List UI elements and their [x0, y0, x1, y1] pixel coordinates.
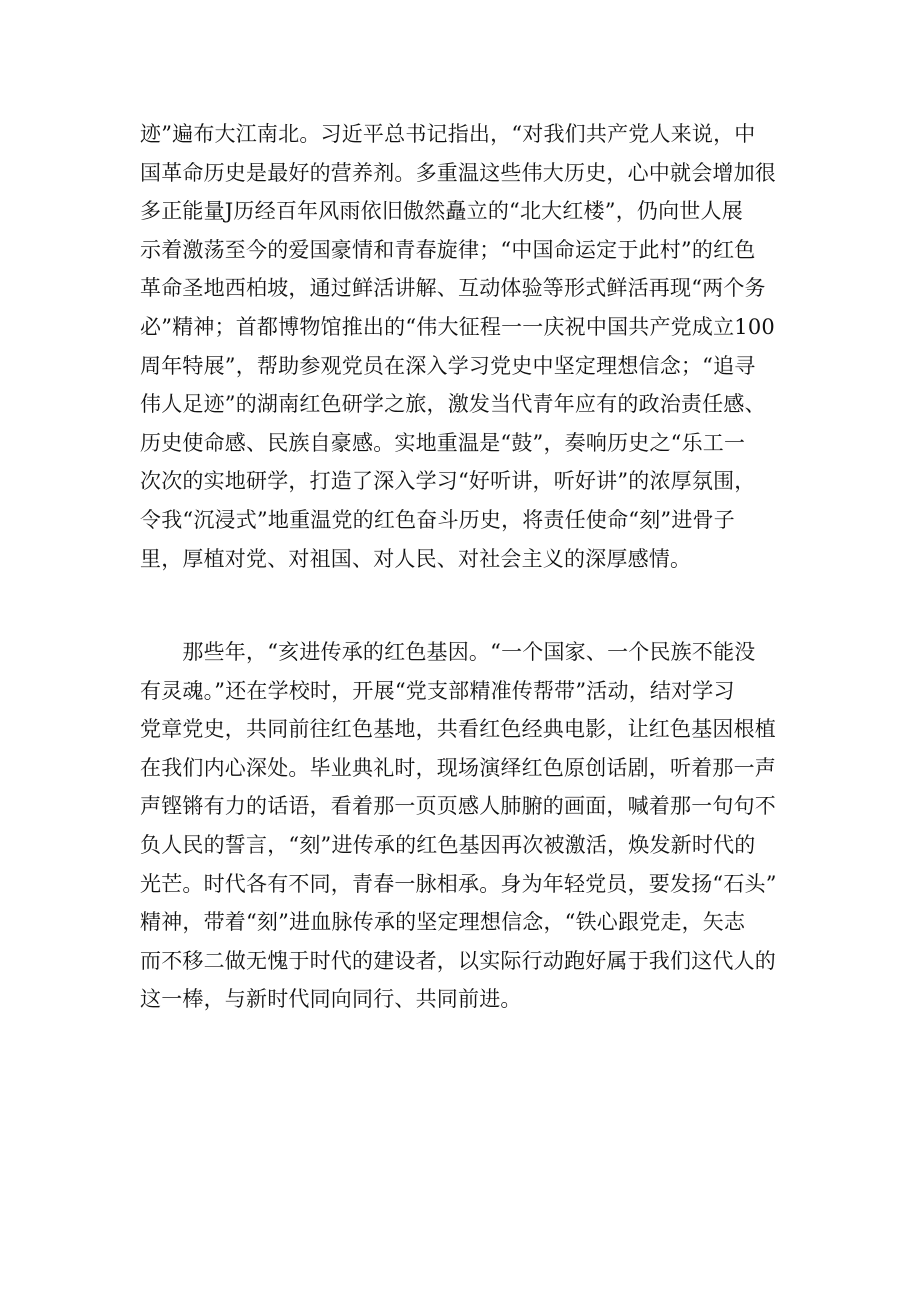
text-line: 声铿锵有力的话语，看着那一页页感人肺腑的画面，喊着那一句句不 [140, 794, 776, 819]
text-line: 周年特展”，帮助参观党员在深入学习党史中坚定理想信念；“追寻 [140, 353, 756, 378]
text-line: 在我们内心深处。毕业典礼时，现场演绎红色原创话剧，听着那一声 [140, 755, 776, 780]
text-line: 国革命历史是最好的营养剂。多重温这些伟大历史，心中就会增加很 [140, 160, 776, 185]
text-line: 伟人足迹”的湖南红色研学之旅，激发当代青年应有的政治责任感、 [140, 392, 766, 417]
text-line: 负人民的誓言，“刻”进传承的红色基因再次被激活，焕发新时代的 [140, 832, 756, 857]
text-line: 党章党史，共同前往红色基地，共看红色经典电影，让红色基因根植 [140, 717, 776, 742]
text-line: 次次的实地研学，打造了深入学习“好听讲，听好讲”的浓厚氛围， [140, 469, 756, 494]
text-line: 多正能量J历经百年风雨依旧傲然矗立的“北大红楼”，仍向世人展 [140, 199, 743, 224]
text-line: 而不移二做无愧于时代的建设者，以实际行动跑好属于我们这代人的 [140, 948, 776, 973]
text-line: 示着激荡至今的爱国豪情和青春旋律；“中国命运定于此村”的红色 [140, 237, 756, 262]
text-line: 那些年，“亥进传承的红色基因。“一个国家、一个民族不能没 [140, 640, 756, 664]
text-line: 这一棒，与新时代同向同行、共同前进。 [140, 987, 522, 1012]
text-line: 里，厚植对党、对祖国、对人民、对社会主义的深厚感情。 [140, 546, 692, 571]
text-line: 必”精神；首都博物馆推出的“伟大征程一一庆祝中国共产党成立100 [140, 314, 775, 339]
text-line: 光芒。时代各有不同，青春一脉相承。身为年轻党员，要发扬“石头” [140, 871, 777, 896]
text-line: 历史使命感、民族自豪感。实地重温是“鼓”，奏响历史之“乐工一 [140, 430, 746, 455]
text-line: 有灵魂。”还在学校时，开展“党支部精准传帮带”活动，结对学习 [140, 678, 735, 703]
paragraph-continued [140, 115, 800, 578]
text-line: 革命圣地西柏坡，通过鲜活讲解、互动体验等形式鲜活再现“两个务 [140, 276, 766, 301]
text-line: 迹”遍布大江南北。习近平总书记指出，“对我们共产党人来说，中 [140, 122, 756, 146]
text-line: 精神，带着“刻”进血脉传承的坚定理想信念，“铁心跟党走，矢志 [140, 910, 746, 935]
paragraph-next [140, 633, 800, 1019]
text-line: 令我“沉浸式”地重温党的红色奋斗历史，将责任使命“刻”进骨子 [140, 507, 735, 532]
